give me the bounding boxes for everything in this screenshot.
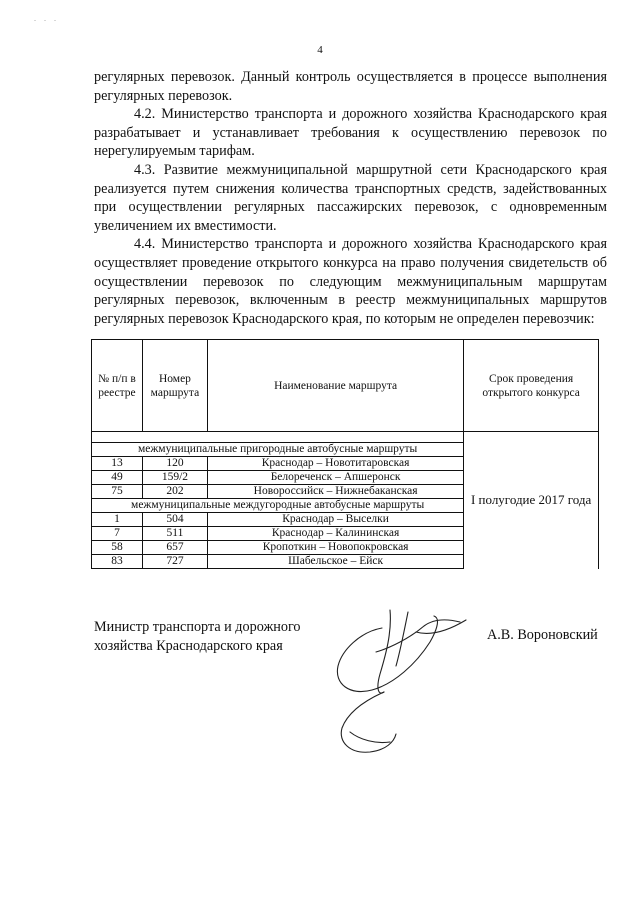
paragraph-4-4: 4.4. Министерство транспорта и дорожного хозяйства Краснодарского края осуществляет проведение открытого конкурса на право получения свидетельств об осуществлении перевозок по следующим межмуниципальным маршрутам регулярных перевозок, включенным в реестр межмуниципальных маршрутов регулярных перевозок Краснодарского края, по которым не определен перевозчик: [94, 236, 607, 327]
signatory-position-line-1: Министр транспорта и дорожного [94, 619, 301, 635]
table-header-row [92, 340, 599, 432]
cell-route-name: Краснодар – Выселки [207, 513, 463, 527]
group-title-suburban: межмуниципальные пригородные автобусные маршруты [92, 443, 464, 457]
cell-registry-number: 1 [92, 513, 143, 527]
paragraph-4-3: 4.3. Развитие межмуниципальной маршрутной сети Краснодарского края реализуется путем снижения количества транспортных средств, задействованных при осуществлении регулярных пассажирских перевозок, с одновременным увеличением их вместимости. [94, 161, 607, 234]
table-spacer-row [92, 432, 599, 443]
cell-route-name: Белореченск – Апшеронск [207, 471, 463, 485]
cell-registry-number: 13 [92, 457, 143, 471]
cell-route-name: Краснодар – Калининская [207, 527, 463, 541]
cell-registry-number: 58 [92, 541, 143, 555]
paragraph-continuation: регулярных перевозок. Данный контроль осуществляется в процессе выполнения регулярных перевозок. [94, 69, 607, 104]
cell-route-number: 120 [142, 457, 207, 471]
cell-route-name: Кропоткин – Новопокровская [207, 541, 463, 555]
cell-registry-number: 49 [92, 471, 143, 485]
cell-registry-number: 7 [92, 527, 143, 541]
header-tender-period: Срок проведения открытого конкурса [464, 340, 599, 432]
cell-route-name: Шабельское – Ейск [207, 555, 463, 569]
cell-route-number: 727 [142, 555, 207, 569]
cell-route-number: 159/2 [142, 471, 207, 485]
signatory-position [94, 618, 301, 655]
header-registry-number: № п/п в реестре [92, 340, 143, 432]
scan-corner-mark: . . . [34, 14, 59, 23]
cell-route-number: 657 [142, 541, 207, 555]
group-title-intercity: межмуниципальные междугородные автобусные маршруты [92, 499, 464, 513]
signatory-name: А.В. Вороновский [487, 627, 598, 643]
cell-route-name: Новороссийск – Нижнебаканская [207, 485, 463, 499]
spacer-cell [92, 432, 464, 443]
handwritten-signature [320, 592, 480, 762]
header-route-name: Наименование маршрута [207, 340, 463, 432]
signatory-position-line-2: хозяйства Краснодарского края [94, 637, 283, 654]
cell-registry-number: 83 [92, 555, 143, 569]
tender-period-cell: I полугодие 2017 года [464, 432, 599, 569]
cell-route-number: 504 [142, 513, 207, 527]
paragraph-4-2: 4.2. Министерство транспорта и дорожного хозяйства Краснодарского края разрабатывает и устанавливает требования к осуществлению перевозок по нерегулируемым тарифам. [94, 106, 607, 160]
cell-route-number: 511 [142, 527, 207, 541]
cell-route-number: 202 [142, 485, 207, 499]
body-text [94, 68, 607, 328]
cell-route-name: Краснодар – Новотитаровская [207, 457, 463, 471]
header-route-number: Номер маршрута [142, 340, 207, 432]
routes-table [91, 339, 599, 569]
cell-registry-number: 75 [92, 485, 143, 499]
page-number: 4 [317, 44, 323, 56]
